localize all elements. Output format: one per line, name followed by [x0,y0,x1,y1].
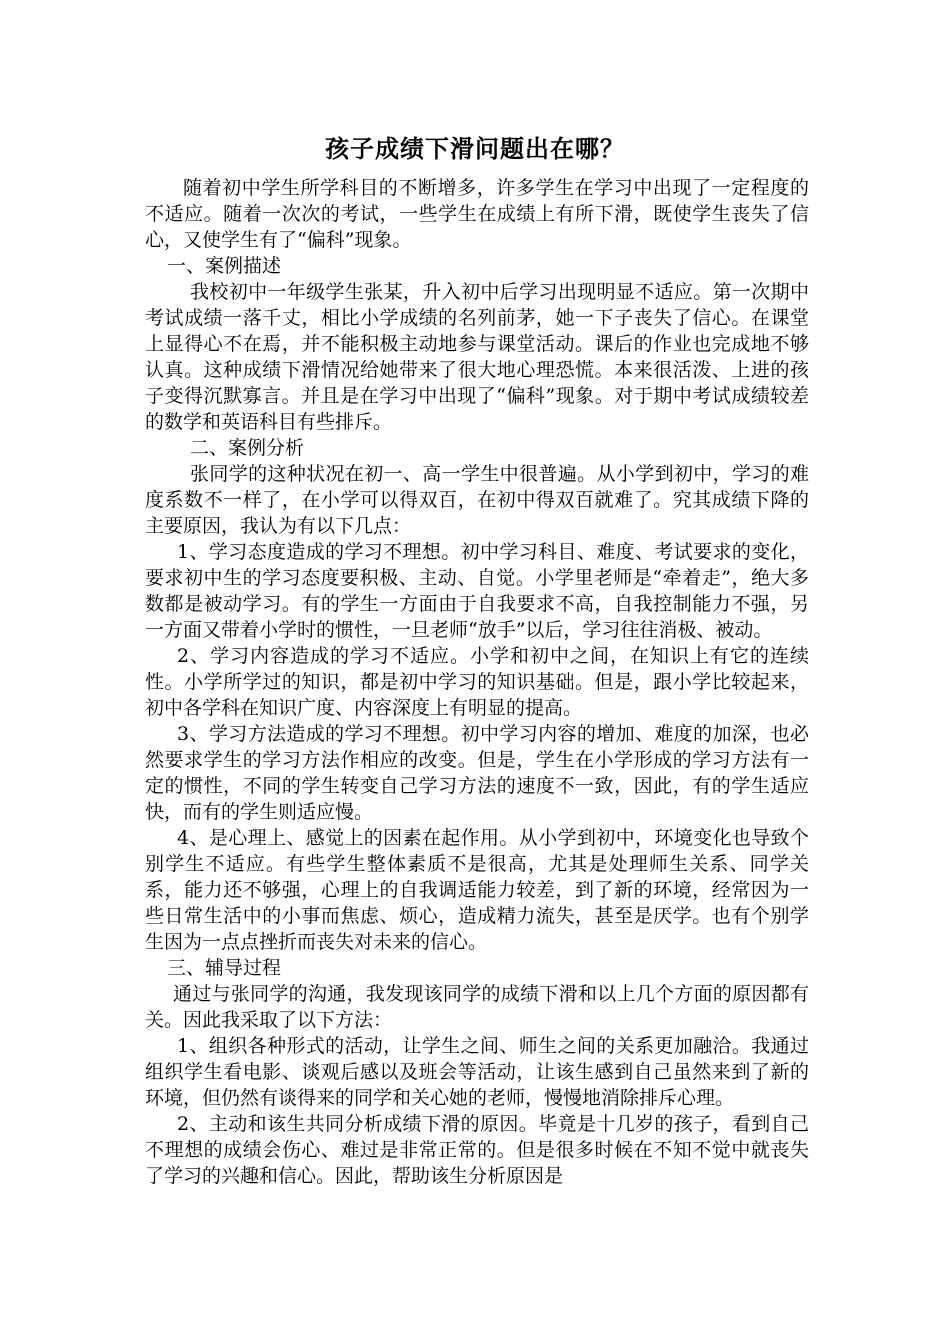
analysis-point-3: 3、学习方法造成的学习不理想。初中学习内容的增加、难度的加深，也必然要求学生的学习方法作相应的改变。但是，学生在小学形成的学习方法有一定的惯性，不同的学生转变自己学习方法的速度不一致，因此，有的学生适应快，而有的学生则适应慢。 [145,723,809,823]
document-body [145,175,809,1189]
section-heading-case-description: 一、案例描述 [167,255,282,277]
analysis-point-1: 1、学习态度造成的学习不理想。初中学习科目、难度、考试要求的变化，要求初中生的学习态度要积极、主动、自觉。小学里老师是“牵着走”，绝大多数都是被动学习。有的学生一方面由于自我要求不高，自我控制能力不强，另一方面又带着小学时的惯性，一旦老师“放手”以后，学习往往消极、被动。 [145,541,809,641]
analysis-point-2: 2、学习内容造成的学习不适应。小学和初中之间，在知识上有它的连续性。小学所学过的知识，都是初中学习的知识基础。但是，跟小学比较起来，初中各学科在知识广度、内容深度上有明显的提高。 [145,645,809,719]
section-heading-case-analysis: 二、案例分析 [190,437,305,459]
counseling-intro-paragraph: 通过与张同学的沟通，我发现该同学的成绩下滑和以上几个方面的原因都有关。因此我采取了以下方法： [145,983,809,1031]
section-heading-counseling-process: 三、辅导过程 [167,957,282,979]
document-title: 孩子成绩下滑问题出在哪？ [325,134,625,163]
analysis-point-4: 4、是心理上、感觉上的因素在起作用。从小学到初中，环境变化也导致个别学生不适应。有些学生整体素质不是很高，尤其是处理师生关系、同学关系，能力还不够强，心理上的自我调适能力较差，到了新的环境，经常因为一些日常生活中的小事而焦虑、烦心，造成精力流失，甚至是厌学。也有个别学生因为一点点挫折而丧失对未来的信心。 [145,827,809,953]
case-description-paragraph: 我校初中一年级学生张某，升入初中后学习出现明显不适应。第一次期中考试成绩一落千丈，相比小学成绩的名列前茅，她一下子丧失了信心。在课堂上显得心不在焉，并不能积极主动地参与课堂活动。课后的作业也完成地不够认真。这种成绩下滑情况给她带来了很大地心理恐慌。本来很活泼、上进的孩子变得沉默寡言。并且是在学习中出现了“偏科”现象。对于期中考试成绩较差的数学和英语科目有些排斥。 [145,281,809,433]
case-analysis-paragraph: 张同学的这种状况在初一、高一学生中很普遍。从小学到初中，学习的难度系数不一样了，在小学可以得双百，在初中得双百就难了。究其成绩下降的主要原因，我认为有以下几点： [145,463,809,537]
intro-paragraph: 随着初中学生所学科目的不断增多，许多学生在学习中出现了一定程度的不适应。随着一次次的考试，一些学生在成绩上有所下滑，既使学生丧失了信心，又使学生有了“偏科”现象。 [145,177,809,251]
counseling-point-2: 2、主动和该生共同分析成绩下滑的原因。毕竟是十几岁的孩子，看到自己不理想的成绩会伤心、难过是非常正常的。但是很多时候在不知不觉中就丧失了学习的兴趣和信心。因此，帮助该生分析原因是 [145,1113,809,1187]
counseling-point-1: 1、组织各种形式的活动，让学生之间、师生之间的关系更加融洽。我通过组织学生看电影、谈观后感以及班会等活动，让该生感到自己虽然来到了新的环境，但仍然有谈得来的同学和关心她的老师，慢慢地消除排斥心理。 [145,1035,809,1109]
